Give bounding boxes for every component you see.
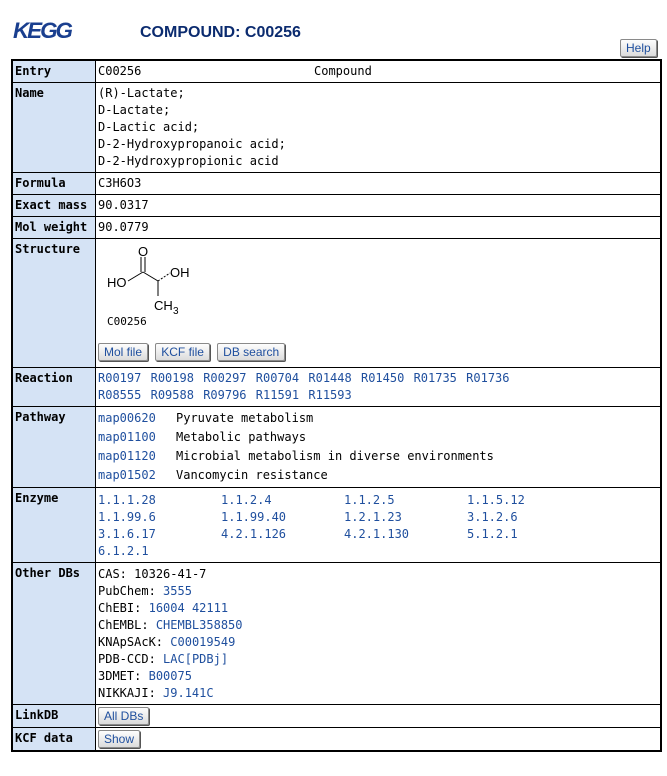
entry-label: Entry (12, 60, 96, 83)
db-chembl (98, 617, 658, 634)
kcf-value (96, 728, 662, 752)
mol-file-button[interactable]: Mol file (98, 343, 148, 361)
bond-c2-oh (158, 273, 170, 281)
pathway-link[interactable]: map01502 (98, 468, 156, 482)
db-chebi (98, 600, 658, 617)
pathway-name: Pyruvate metabolism (176, 411, 314, 425)
enzyme-link[interactable]: 4.2.1.126 (221, 527, 287, 541)
reaction-link[interactable]: R09588 (150, 388, 194, 402)
row-name (12, 83, 661, 173)
reaction-link[interactable]: R00297 (203, 371, 247, 385)
kcf-label: KCF data (12, 728, 96, 752)
reaction-link[interactable]: R11591 (255, 388, 300, 402)
pdb-ccd-link[interactable]: LAC (163, 652, 185, 666)
enzyme-link[interactable]: 1.1.2.4 (221, 493, 272, 507)
row-reaction (12, 368, 661, 407)
formula-label: Formula (12, 173, 96, 195)
chebi-link[interactable]: 16004 (148, 601, 185, 615)
cas-number: 10326-41-7 (134, 567, 207, 581)
db-label: KNApSAcK: (98, 635, 164, 649)
pathway-link[interactable]: map00620 (98, 411, 156, 425)
reaction-line (98, 387, 658, 404)
name-line: D-2-Hydroxypropanoic acid; (98, 137, 286, 151)
bond-ho-c1 (128, 272, 143, 281)
enzyme-row (98, 492, 658, 509)
exact-mass-label: Exact mass (12, 195, 96, 217)
linkdb-label: LinkDB (12, 705, 96, 728)
formula-value: C3H6O3 (96, 173, 662, 195)
reaction-link[interactable]: R01450 (360, 371, 405, 385)
reaction-link[interactable]: R00704 (255, 371, 300, 385)
all-dbs-button[interactable]: All DBs (98, 707, 149, 725)
kegg-logo-text: KEGG (13, 18, 73, 43)
bond-c1-c2 (143, 272, 158, 281)
pathway-value (96, 407, 662, 488)
row-linkdb (12, 705, 661, 728)
name-line: (R)-Lactate; (98, 86, 185, 100)
entry-value (96, 60, 662, 83)
structure-image[interactable] (98, 243, 208, 325)
pathway-name: Metabolic pathways (176, 430, 307, 444)
knapsack-link[interactable]: C00019549 (170, 635, 236, 649)
row-formula (12, 173, 661, 195)
db-label: NIKKAJI: (98, 686, 156, 700)
name-label: Name (12, 83, 96, 173)
pathway-label: Pathway (12, 407, 96, 488)
enzyme-link[interactable]: 1.1.99.6 (98, 510, 156, 524)
other-dbs-label: Other DBs (12, 563, 96, 705)
structure-caption: C00256 (107, 315, 147, 325)
row-other-dbs (12, 563, 661, 705)
reaction-link[interactable]: R01448 (308, 371, 352, 385)
db-pdb-ccd (98, 651, 658, 668)
pathway-item (98, 428, 658, 447)
row-exact-mass (12, 195, 661, 217)
db-knapsack (98, 634, 658, 651)
row-mol-weight (12, 217, 661, 239)
atom-ch: CH (154, 298, 173, 313)
structure-value (96, 239, 662, 368)
enzyme-row (98, 543, 658, 560)
db-label: CAS: (98, 567, 127, 581)
reaction-link[interactable]: R11593 (308, 388, 352, 402)
reaction-line (98, 370, 658, 387)
nikkaji-link[interactable]: J9.141C (163, 686, 214, 700)
row-pathway (12, 407, 661, 488)
enzyme-link[interactable]: 1.2.1.23 (344, 510, 402, 524)
db-pubchem (98, 583, 658, 600)
enzyme-link[interactable]: 1.1.99.40 (221, 510, 287, 524)
enzyme-link[interactable]: 1.1.1.28 (98, 493, 156, 507)
enzyme-label: Enzyme (12, 488, 96, 563)
db-nikkaji (98, 685, 658, 702)
db-cas (98, 566, 658, 583)
pathway-name: Microbial metabolism in diverse environments (176, 449, 494, 463)
kcf-file-button[interactable]: KCF file (155, 343, 210, 361)
db-label: PDB-CCD: (98, 652, 156, 666)
pathway-link[interactable]: map01120 (98, 449, 156, 463)
reaction-link[interactable]: R08555 (98, 388, 142, 402)
name-line: D-2-Hydroxypropionic acid (98, 154, 279, 168)
pathway-item (98, 447, 658, 466)
enzyme-link[interactable]: 3.1.2.6 (467, 510, 518, 524)
3dmet-link[interactable]: B00075 (148, 669, 192, 683)
db-label: PubChem: (98, 584, 156, 598)
name-line: D-Lactate; (98, 103, 171, 117)
atom-ho: HO (107, 275, 127, 290)
db-label: ChEMBL: (98, 618, 149, 632)
reaction-link[interactable]: R01735 (413, 371, 457, 385)
pathway-item (98, 466, 658, 485)
reaction-link[interactable]: R09796 (203, 388, 247, 402)
show-kcf-button[interactable]: Show (98, 730, 140, 748)
enzyme-link[interactable]: 4.2.1.130 (344, 527, 410, 541)
db-search-button[interactable]: DB search (217, 343, 285, 361)
kegg-logo[interactable] (13, 14, 75, 52)
enzyme-link[interactable]: 1.1.2.5 (344, 493, 395, 507)
chembl-link[interactable]: CHEMBL358850 (155, 618, 243, 632)
exact-mass-value: 90.0317 (96, 195, 662, 217)
name-value (96, 83, 662, 173)
reaction-label: Reaction (12, 368, 96, 407)
enzyme-link[interactable]: 3.1.6.17 (98, 527, 156, 541)
atom-oh: OH (170, 265, 190, 280)
enzyme-row (98, 526, 658, 543)
row-kcf (12, 728, 661, 752)
mol-weight-label: Mol weight (12, 217, 96, 239)
enzyme-row (98, 509, 658, 526)
pathway-link[interactable]: map01100 (98, 430, 156, 444)
help-button[interactable]: Help (620, 39, 657, 57)
compound-table (11, 59, 662, 752)
other-dbs-value (96, 563, 662, 705)
enzyme-value (96, 488, 662, 563)
pathway-name: Vancomycin resistance (176, 468, 328, 482)
reaction-link[interactable]: R00197 (98, 371, 142, 385)
reaction-value (96, 368, 662, 407)
reaction-link[interactable]: R01736 (466, 371, 510, 385)
atom-sub: 3 (173, 306, 179, 317)
pubchem-link[interactable]: 3555 (163, 584, 192, 598)
page-title: COMPOUND: C00256 (140, 24, 301, 41)
mol-weight-value: 90.0779 (96, 217, 662, 239)
enzyme-link[interactable]: 6.1.2.1 (98, 544, 149, 558)
row-entry (12, 60, 661, 83)
atom-o: O (138, 244, 149, 259)
pathway-item (98, 409, 658, 428)
enzyme-link[interactable]: 5.1.2.1 (467, 527, 518, 541)
structure-label: Structure (12, 239, 96, 368)
chebi-link[interactable]: 42111 (191, 601, 229, 615)
db-label: ChEBI: (98, 601, 142, 615)
reaction-link[interactable]: R00198 (150, 371, 194, 385)
row-structure (12, 239, 661, 368)
entry-id: C00256 (98, 64, 142, 78)
pdbj-link[interactable]: [PDBj] (184, 652, 229, 666)
linkdb-value (96, 705, 662, 728)
enzyme-link[interactable]: 1.1.5.12 (467, 493, 525, 507)
entry-type: Compound (314, 64, 372, 78)
db-label: 3DMET: (98, 669, 142, 683)
row-enzyme (12, 488, 661, 563)
name-line: D-Lactic acid; (98, 120, 200, 134)
db-3dmet (98, 668, 658, 685)
